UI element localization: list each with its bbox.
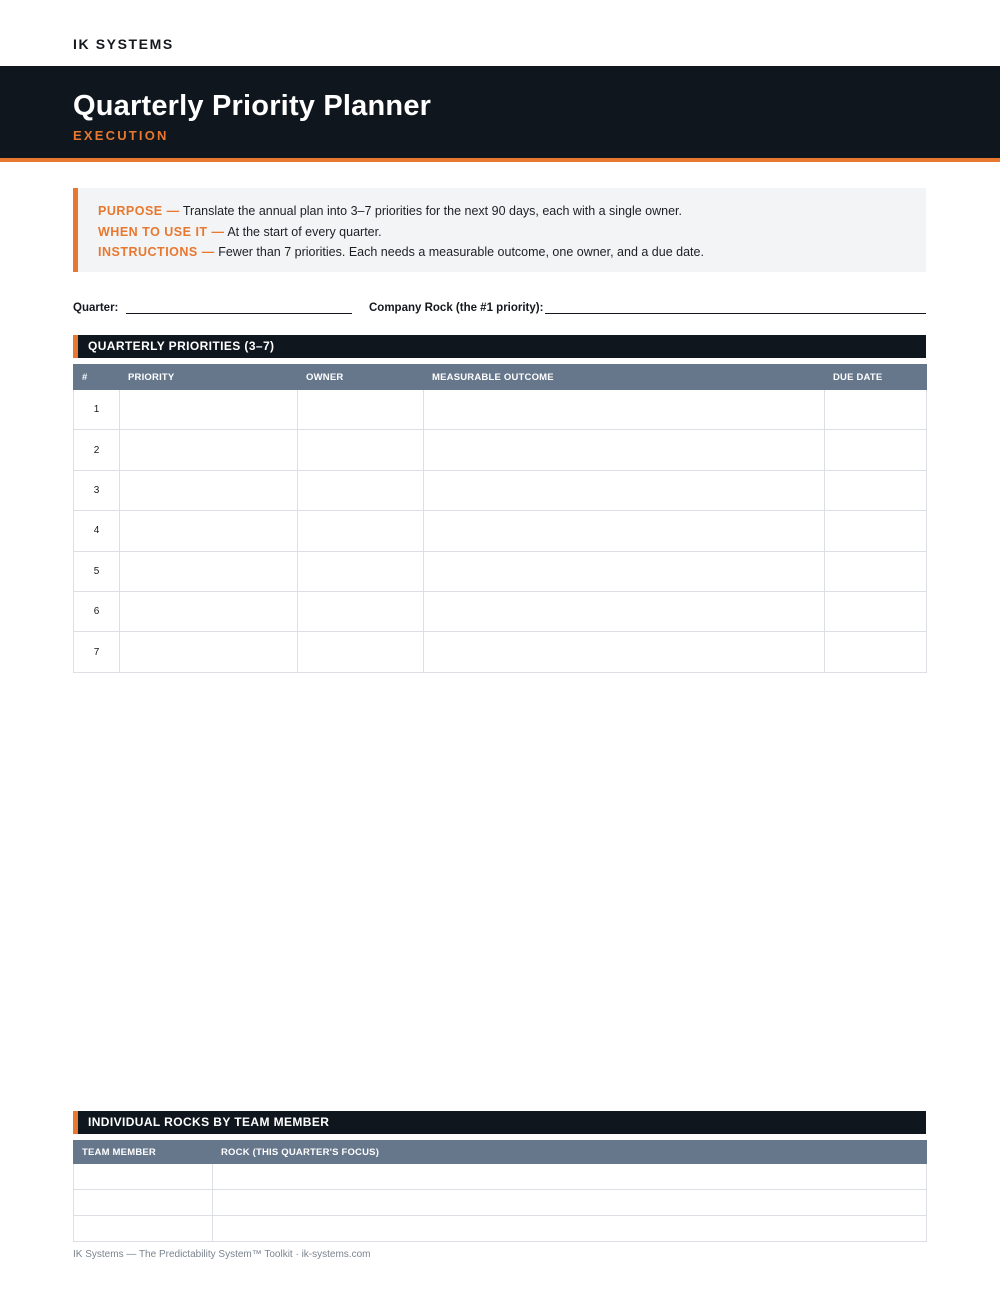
outcome-cell[interactable] (424, 470, 825, 510)
rocks-table (73, 1140, 927, 1242)
row-number: 2 (74, 430, 120, 470)
col-priority: PRIORITY (120, 365, 298, 390)
header-banner (0, 66, 1000, 162)
table-row (74, 1216, 927, 1242)
priority-cell[interactable] (120, 591, 298, 631)
col-owner: OWNER (298, 365, 424, 390)
priorities-header-row (74, 365, 927, 390)
info-callout (73, 188, 926, 272)
priorities-table (73, 364, 927, 673)
team-member-cell[interactable] (74, 1216, 213, 1242)
company-rock-input-line[interactable] (545, 313, 926, 314)
rocks-section-header (73, 1111, 926, 1134)
rock-cell[interactable] (213, 1216, 927, 1242)
outcome-cell[interactable] (424, 511, 825, 551)
due-date-cell[interactable] (825, 632, 927, 672)
priority-cell[interactable] (120, 390, 298, 430)
table-row (74, 591, 927, 631)
instructions-line (98, 242, 926, 263)
owner-cell[interactable] (298, 430, 424, 470)
instructions-label: INSTRUCTIONS — (98, 245, 215, 259)
table-row (74, 430, 927, 470)
instructions-text: Fewer than 7 priorities. Each needs a measurable outcome, one owner, and a due date. (218, 245, 704, 259)
purpose-line (98, 201, 926, 222)
col-measurable-outcome: MEASURABLE OUTCOME (424, 365, 825, 390)
col-rock: ROCK (THIS QUARTER'S FOCUS) (213, 1141, 927, 1164)
priority-cell[interactable] (120, 551, 298, 591)
owner-cell[interactable] (298, 511, 424, 551)
priorities-section-header (73, 335, 926, 358)
rocks-section-title: INDIVIDUAL ROCKS BY TEAM MEMBER (88, 1115, 330, 1129)
owner-cell[interactable] (298, 551, 424, 591)
quarter-label: Quarter: (73, 302, 119, 314)
page-footer: IK Systems — The Predictability System™ Toolkit · ik-systems.com (73, 1249, 371, 1260)
rock-cell[interactable] (213, 1164, 927, 1190)
due-date-cell[interactable] (825, 511, 927, 551)
team-member-cell[interactable] (74, 1164, 213, 1190)
priority-cell[interactable] (120, 632, 298, 672)
outcome-cell[interactable] (424, 591, 825, 631)
header-fields (73, 300, 926, 316)
due-date-cell[interactable] (825, 551, 927, 591)
rocks-header-row (74, 1141, 927, 1164)
outcome-cell[interactable] (424, 632, 825, 672)
due-date-cell[interactable] (825, 390, 927, 430)
purpose-label: PURPOSE — (98, 204, 180, 218)
table-row (74, 511, 927, 551)
when-label: WHEN TO USE IT — (98, 224, 225, 239)
table-row (74, 470, 927, 510)
outcome-cell[interactable] (424, 430, 825, 470)
row-number: 6 (74, 591, 120, 631)
outcome-cell[interactable] (424, 390, 825, 430)
table-row (74, 551, 927, 591)
row-number: 4 (74, 511, 120, 551)
priority-cell[interactable] (120, 430, 298, 470)
col-number: # (74, 365, 120, 390)
owner-cell[interactable] (298, 470, 424, 510)
table-row (74, 1190, 927, 1216)
outcome-cell[interactable] (424, 551, 825, 591)
quarter-input-line[interactable] (126, 313, 352, 314)
priority-cell[interactable] (120, 511, 298, 551)
owner-cell[interactable] (298, 632, 424, 672)
table-row (74, 390, 927, 430)
owner-cell[interactable] (298, 390, 424, 430)
row-number: 5 (74, 551, 120, 591)
col-due-date: DUE DATE (825, 365, 927, 390)
rock-cell[interactable] (213, 1190, 927, 1216)
priorities-section-title: QUARTERLY PRIORITIES (3–7) (88, 339, 275, 353)
priority-cell[interactable] (120, 470, 298, 510)
purpose-text: Translate the annual plan into 3–7 priorities for the next 90 days, each with a single owner. (182, 204, 683, 218)
table-row (74, 1164, 927, 1190)
due-date-cell[interactable] (825, 591, 927, 631)
due-date-cell[interactable] (825, 470, 927, 510)
brand-name: IK SYSTEMS (73, 36, 174, 52)
company-rock-label: Company Rock (the #1 priority): (369, 302, 544, 314)
col-team-member: TEAM MEMBER (74, 1141, 213, 1164)
when-text: At the start of every quarter. (227, 224, 382, 239)
page-title: Quarterly Priority Planner (73, 90, 432, 122)
owner-cell[interactable] (298, 591, 424, 631)
when-line (98, 222, 926, 243)
row-number: 7 (74, 632, 120, 672)
due-date-cell[interactable] (825, 430, 927, 470)
page-subtitle: EXECUTION (73, 128, 169, 143)
row-number: 3 (74, 470, 120, 510)
table-row (74, 632, 927, 672)
team-member-cell[interactable] (74, 1190, 213, 1216)
row-number: 1 (74, 390, 120, 430)
